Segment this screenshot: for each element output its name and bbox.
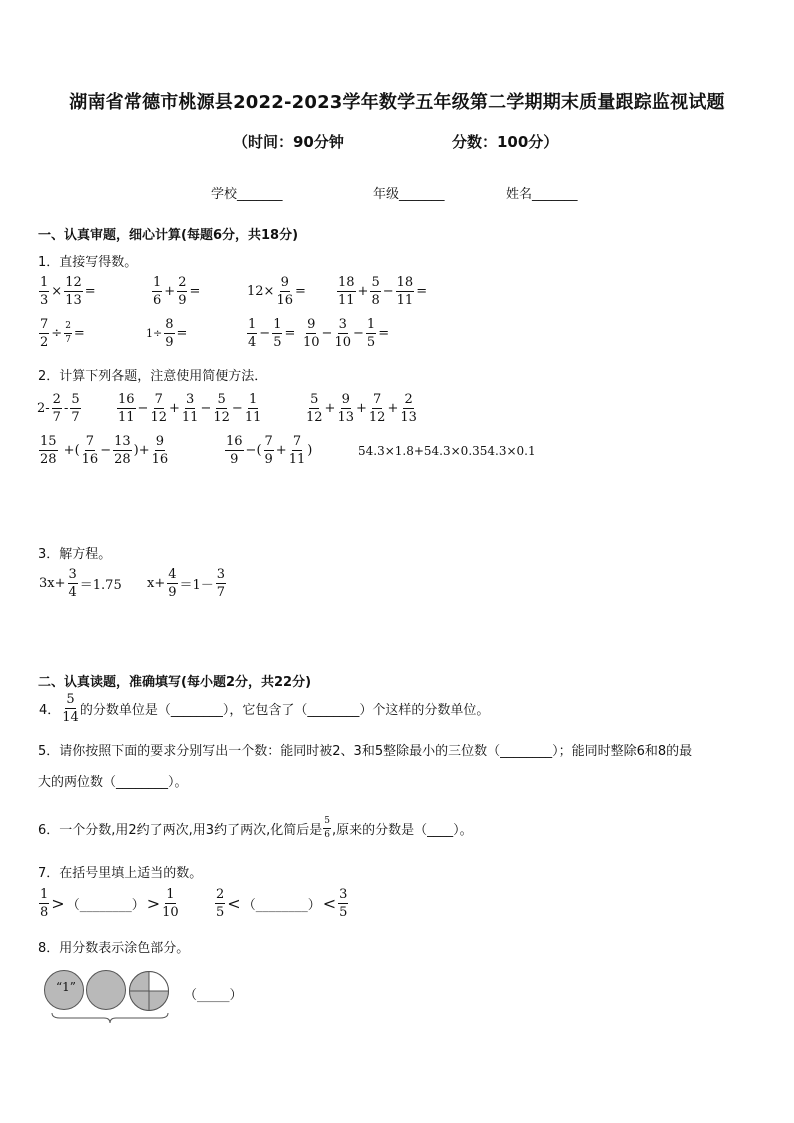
q3-eq2-rhs: ＝1－ bbox=[179, 578, 214, 593]
name-field: 姓名_______ bbox=[506, 187, 578, 202]
q7-compare-2: $\frac{2}{5}$ < （________） < $\frac{3}{5}$ bbox=[216, 887, 348, 920]
q1-expr-1: $\frac{1}{3}$ × $\frac{12}{13}$ = bbox=[40, 275, 96, 308]
q4: 4． $\frac{5}{14}$ 的分数单位是（________），它包含了（________）个这样的分数单位。 bbox=[39, 692, 490, 725]
q2-expr-5: $\frac{16}{9}$ −( $\frac{7}{9}$ + $\frac{7}{11}$ ) bbox=[226, 434, 313, 467]
q6-text-b: ,原来的分数是（____）。 bbox=[331, 823, 473, 838]
q1-expr-2: $\frac{1}{6}$ + $\frac{2}{9}$ = bbox=[153, 275, 201, 308]
whole-circle-2 bbox=[86, 970, 126, 1010]
q7-prompt: 7．在括号里填上适当的数。 bbox=[38, 866, 203, 881]
q2-prompt: 2．计算下列各题，注意使用简便方法． bbox=[38, 369, 268, 384]
page-title: 湖南省常德市桃源县2022-2023学年数学五年级第二学期期末质量跟踪监视试题 bbox=[69, 92, 725, 113]
quarter-circle-figure bbox=[128, 970, 170, 1012]
q1-prompt: 1．直接写得数。 bbox=[38, 255, 138, 270]
q2-expr-3: $\frac{5}{12}$ + $\frac{9}{13}$ + $\frac{7}{12}$ + $\frac{2}{13}$ bbox=[306, 392, 417, 425]
q8-prompt: 8．用分数表示涂色部分。 bbox=[38, 941, 190, 956]
q3-equation-1: 3x+ $\frac{3}{4}$ ＝1.75 bbox=[39, 567, 122, 600]
unit-label: “1” bbox=[56, 980, 76, 994]
q2-expr-2: $\frac{16}{11}$ − $\frac{7}{12}$ + $\frac{3}{11}$ − $\frac{5}{12}$ − $\frac{1}{11}$ bbox=[118, 392, 262, 425]
q6: 6．一个分数,用2约了两次,用3约了两次,化简后是 $\frac{5}{6}$ ,原来的分数是（____）。 bbox=[38, 816, 473, 840]
section1-heading: 一、认真审题，细心计算(每题6分，共18分) bbox=[38, 228, 299, 243]
q1-expr-5: $\frac{7}{2}$ ÷ $\frac{2}{7}$ = bbox=[40, 317, 85, 350]
q3-equation-2: x+ $\frac{4}{9}$ ＝1－ $\frac{3}{7}$ bbox=[147, 567, 226, 600]
q8-answer-blank[interactable]: （_____） bbox=[184, 988, 243, 1003]
q7-compare-1: $\frac{1}{8}$ > （________） > $\frac{1}{10}$ bbox=[40, 887, 179, 920]
q7-blank-1[interactable]: （________） bbox=[66, 898, 145, 913]
grade-field: 年级_______ bbox=[373, 187, 445, 202]
q7-blank-2[interactable]: （________） bbox=[242, 898, 321, 913]
q2-expr-4: $\frac{15}{28}$ +( $\frac{7}{16}$ − $\frac{13}{28}$ )+ $\frac{9}{16}$ bbox=[40, 434, 169, 467]
q4-number: 4． bbox=[39, 703, 61, 718]
section2-heading: 二、认真读题，准确填写(每小题2分，共22分) bbox=[38, 675, 312, 690]
q2-expr-6: 54.3×1.8+54.3×0.354.3×0.1 bbox=[358, 444, 536, 458]
q3-prompt: 3．解方程。 bbox=[38, 547, 112, 562]
exam-score: 分数：100分） bbox=[452, 133, 559, 151]
q5-line1: 5．请你按照下面的要求分别写出一个数：能同时被2、3和5整除最小的三位数（________）；能同时整除6和8的最 bbox=[38, 744, 693, 759]
q3-eq1-rhs: ＝1.75 bbox=[79, 578, 122, 593]
q2-expr-1: 2- $\frac{2}{7}$ - $\frac{5}{7}$ bbox=[37, 392, 80, 425]
q6-text-a: 6．一个分数,用2约了两次,用3约了两次,化简后是 bbox=[38, 823, 323, 838]
q1-expr-6: 1÷ $\frac{8}{9}$ = bbox=[146, 317, 188, 350]
exam-time: （时间：90分钟 bbox=[233, 133, 344, 151]
school-field: 学校_______ bbox=[211, 187, 283, 202]
q1-expr-7: $\frac{1}{4}$ − $\frac{1}{5}$ = bbox=[248, 317, 296, 350]
q5-line2: 大的两位数（________）。 bbox=[38, 775, 188, 790]
q1-expr-3: 12× $\frac{9}{16}$ = bbox=[247, 275, 306, 308]
q1-expr-8: $\frac{9}{10}$ − $\frac{3}{10}$ − $\frac{1}{5}$ = bbox=[303, 317, 390, 350]
q1-expr-4: $\frac{18}{11}$ + $\frac{5}{8}$ − $\frac{18}{11}$ = bbox=[338, 275, 428, 308]
brace-icon bbox=[50, 1012, 170, 1024]
q4-text: 的分数单位是（________），它包含了（________）个这样的分数单位。 bbox=[79, 703, 490, 718]
